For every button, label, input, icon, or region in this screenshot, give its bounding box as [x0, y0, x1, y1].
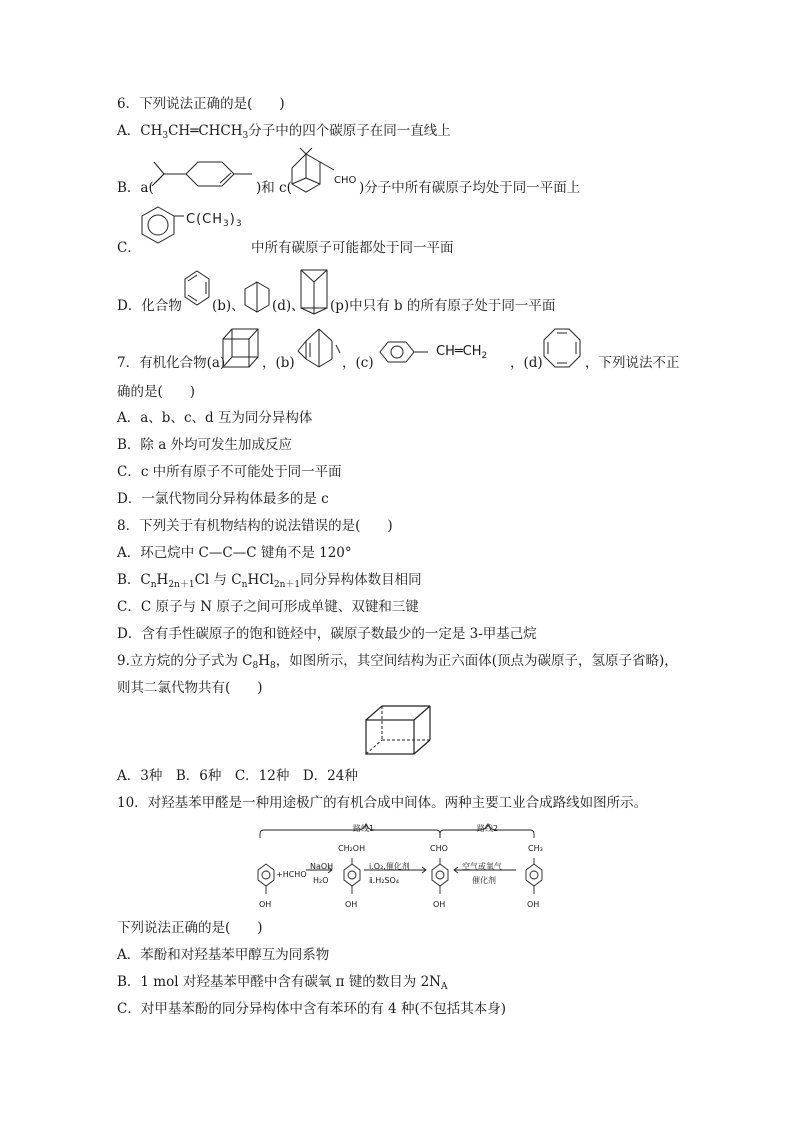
- q6-option-c-prefix: C．: [117, 240, 141, 256]
- q10-stem: 10．对羟基苯甲醛是一种用途极广的有机合成中间体。两种主要工业合成路线如图所示。: [117, 795, 648, 811]
- air-oxygen-label: 空气或氧气: [462, 862, 502, 871]
- benzyl-oh-label: OH: [345, 900, 358, 909]
- q6-option-b-prefix: B．a(: [117, 180, 154, 196]
- q7-sep-b: ，(b): [262, 355, 295, 371]
- dewar-benzene-icon: [242, 280, 272, 314]
- cube-diagram-icon: [362, 700, 434, 758]
- q10-option-b: B．1 mol 对羟基苯甲醛中含有碳氧 π 键的数目为 $2N_A$: [117, 974, 448, 992]
- q7-stem-line2: 确的是( ): [117, 384, 196, 400]
- q6-option-c-substituent: $C(CH_3)_3$: [186, 212, 243, 229]
- cho-label: CHO: [430, 844, 448, 853]
- q8-option-d: D．含有手性碳原子的饱和链烃中，碳原子数最少的一定是 3-甲基己烷: [117, 626, 537, 642]
- q9-stem-line2: 则其二氯代物共有( ): [117, 680, 263, 696]
- q7-stem-prefix: 7．有机化合物(a): [117, 355, 226, 371]
- q7-sep-d: ，(d): [510, 355, 543, 371]
- benzene-ring-icon: [138, 204, 178, 244]
- limonene-structure-icon: [140, 156, 260, 202]
- q8-option-c: C．C 原子与 N 原子之间可形成单键、双键和三键: [117, 599, 419, 615]
- bicyclic-aldehyde-structure-icon: [286, 148, 336, 200]
- ch2oh-label: CH₂OH: [338, 844, 366, 853]
- q6-option-b-suffix: )分子中所有碳原子均处于同一平面上: [359, 180, 581, 196]
- phenol-oh-label: OH: [259, 900, 272, 909]
- q7-option-c: C．c 中所有原子不可能处于同一平面: [117, 464, 342, 480]
- q7-option-b: B．除 a 外均可发生加成反应: [117, 437, 293, 453]
- hcho-label: +HCHO: [276, 870, 307, 879]
- h2o-label: H₂O: [313, 876, 329, 885]
- q6-option-b-mid: )和 c(: [256, 180, 292, 196]
- q6-option-a: A．$CH_3CH═CHCH_3$分子中的四个碳原子在同一直线上: [117, 123, 451, 141]
- q10-ask: 下列说法正确的是( ): [117, 920, 263, 936]
- styrene-ring-icon: [376, 338, 426, 368]
- route1-label: 路线1: [353, 824, 375, 833]
- q8-option-a: A．环己烷中 C—C—C 键角不是 120°: [117, 545, 352, 561]
- q6-stem: 6．下列说法正确的是( ): [117, 96, 285, 112]
- q9-stem: 9.立方烷的分子式为 $C_8H_8$，如图所示，其空间结构为正六面体(顶点为碳原子，氢原子省略)，: [117, 653, 678, 671]
- naoh-label: NaOH: [310, 862, 334, 871]
- q10-option-a: A．苯酚和对羟基苯甲醇互为同系物: [117, 947, 330, 963]
- cyclooctatetraene-icon: [540, 326, 584, 372]
- q8-option-b: B．$C_nH_{2n+1}Cl$ 与 $C_nHCl_{2n+1}$同分异构体数目相同: [117, 572, 422, 590]
- route2-label: 路线2: [477, 824, 499, 833]
- q7-option-d: D．一氯代物同分异构体最多的是 c: [117, 491, 329, 507]
- cubane-icon: [220, 325, 260, 371]
- q6-option-d-suffix: (p)中只有 b 的所有原子处于同一平面: [330, 298, 556, 314]
- q10-option-c: C．对甲基苯酚的同分异构体中含有苯环的有 4 种(不包括其本身): [117, 1001, 507, 1017]
- benzene-kekule-icon: [182, 268, 212, 314]
- q7-sep-c: ，(c): [342, 355, 374, 371]
- q7-vinyl-group: $CH═CH_2$: [436, 344, 488, 361]
- q7-stem-suffix: ，下列说法不正: [585, 355, 680, 371]
- step2-label: ⅱ.H₂SO₄: [369, 876, 400, 885]
- barrelene-icon: [296, 325, 342, 371]
- q9-options: A．3种 B．6种 C．12种 D．24种: [117, 768, 358, 784]
- cresol-oh-label: OH: [527, 900, 540, 909]
- q8-stem: 8．下列关于有机物结构的说法错误的是( ): [117, 518, 393, 534]
- prismane-icon: [298, 266, 332, 316]
- catalyst-label: 催化剂: [472, 876, 496, 885]
- ch3-label: CH₃: [528, 844, 543, 853]
- q6-option-c-suffix: 中所有碳原子可能都处于同一平面: [251, 240, 454, 256]
- aldehyde-oh-label: OH: [433, 900, 446, 909]
- q6-option-d-d-label: (d)、: [272, 298, 305, 314]
- q6-option-d-b-label: (b)、: [212, 298, 245, 314]
- step1-label: ⅰ.O₂,催化剂: [369, 862, 410, 871]
- q6-option-d-prefix: D．化合物: [117, 298, 182, 314]
- q7-option-a: A．a、b、c、d 互为同分异构体: [117, 410, 313, 426]
- q6-option-b-cho-label: CHO: [334, 175, 357, 186]
